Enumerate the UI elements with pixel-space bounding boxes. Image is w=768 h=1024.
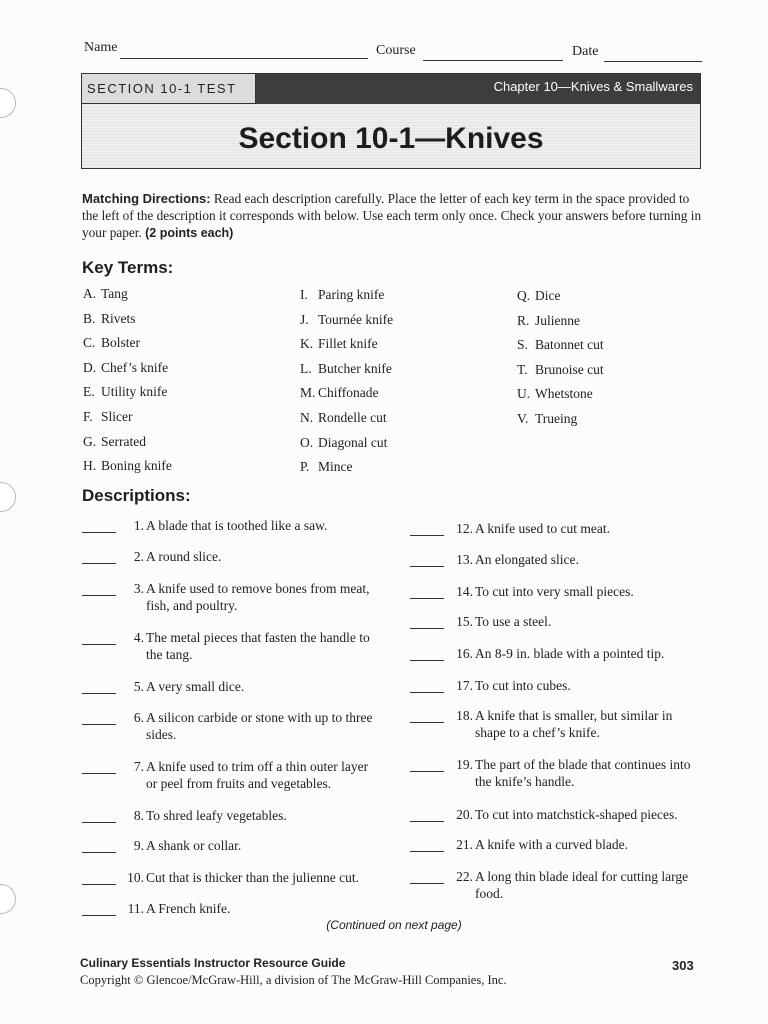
key-term-text: Diagonal cut <box>318 434 388 450</box>
key-term <box>300 410 387 426</box>
answer-blank[interactable] <box>82 822 116 823</box>
description-text: A blade that is toothed like a saw. <box>146 518 328 533</box>
description-text: A silicon carbide or stone with up to three sides. <box>146 710 373 742</box>
key-term-text: Brunoise cut <box>535 361 604 377</box>
key-term-letter: Q. <box>517 288 531 303</box>
key-term-text: Tournée knife <box>318 311 394 327</box>
description-text: A round slice. <box>146 549 222 564</box>
description-number: 7. <box>133 759 144 774</box>
key-term-text: Chiffonade <box>318 385 379 401</box>
description-number: 20. <box>456 807 473 822</box>
key-term <box>300 336 378 352</box>
key-term <box>300 361 392 377</box>
punch-hole <box>0 88 16 118</box>
key-term-letter: V. <box>517 411 529 426</box>
answer-blank[interactable] <box>410 883 444 884</box>
description-item <box>127 900 378 917</box>
key-term-text: Whetstone <box>535 386 593 402</box>
key-term <box>300 287 384 303</box>
key-term-letter: H. <box>83 458 97 474</box>
answer-blank[interactable] <box>82 724 116 725</box>
description-number: 3. <box>133 581 144 596</box>
punch-hole <box>0 482 16 512</box>
name-field[interactable] <box>120 58 368 59</box>
description-text: To use a steel. <box>475 614 552 629</box>
answer-blank[interactable] <box>410 692 444 693</box>
description-number: 18. <box>456 708 473 723</box>
key-term <box>517 362 604 378</box>
name-label: Name <box>84 40 118 55</box>
description-item <box>133 629 378 663</box>
key-terms-heading: Key Terms: <box>82 258 174 277</box>
answer-blank[interactable] <box>82 644 116 645</box>
description-item <box>456 520 703 537</box>
key-term-text: Rondelle cut <box>318 410 387 425</box>
description-number: 21. <box>456 837 473 852</box>
key-term-text: Serrated <box>101 433 146 449</box>
key-term-letter: D. <box>83 359 97 375</box>
key-term-text: Chef’s knife <box>101 359 169 375</box>
key-term-letter: G. <box>83 433 97 449</box>
continued-note: (Continued on next page) <box>326 918 462 932</box>
description-number: 22. <box>456 869 473 884</box>
description-number: 10. <box>127 870 144 885</box>
key-term-letter: U. <box>517 386 531 402</box>
key-term-letter: P. <box>300 459 310 475</box>
description-number: 14. <box>456 584 473 599</box>
key-term-text: Mince <box>318 459 353 475</box>
answer-blank[interactable] <box>410 821 444 822</box>
description-item <box>456 645 703 662</box>
description-number: 16. <box>456 646 473 661</box>
answer-blank[interactable] <box>410 722 444 723</box>
description-number: 4. <box>133 630 144 645</box>
description-item <box>133 517 378 534</box>
course-label: Course <box>376 43 416 58</box>
key-term-text: Fillet knife <box>318 336 378 352</box>
description-item <box>456 551 703 568</box>
description-item <box>456 583 703 600</box>
key-term <box>300 312 393 328</box>
key-term-text: Bolster <box>101 335 140 351</box>
description-text: A knife used to trim off a thin outer layer or peel from fruits and vegetables. <box>146 759 369 791</box>
answer-blank[interactable] <box>410 660 444 661</box>
matching-directions <box>82 190 704 242</box>
answer-blank[interactable] <box>410 598 444 599</box>
key-term <box>83 384 167 400</box>
description-item <box>127 869 378 886</box>
description-number: 2. <box>133 549 144 564</box>
page-number: 303 <box>672 958 694 973</box>
description-item <box>456 806 703 823</box>
answer-blank[interactable] <box>82 693 116 694</box>
key-term-letter: C. <box>83 335 96 351</box>
key-term-letter: L. <box>300 360 312 376</box>
description-item <box>456 677 703 694</box>
description-text: A knife that is smaller, but similar in shape to a chef’s knife. <box>475 708 673 740</box>
key-term-letter: E. <box>83 384 95 400</box>
description-number: 1. <box>133 518 144 533</box>
key-term-letter: O. <box>300 434 314 450</box>
key-term <box>300 385 379 401</box>
answer-blank[interactable] <box>82 532 116 533</box>
descriptions-heading: Descriptions: <box>82 486 191 505</box>
chapter-label: Chapter 10—Knives & Smallwares <box>256 74 700 104</box>
key-term-text: Slicer <box>101 409 133 424</box>
description-item <box>133 807 378 824</box>
course-field[interactable] <box>423 60 563 61</box>
key-term <box>300 459 353 475</box>
key-term-text: Paring knife <box>318 287 385 302</box>
description-text: A knife used to cut meat. <box>475 521 610 536</box>
key-term <box>517 337 604 353</box>
key-term-text: Julienne <box>535 312 580 328</box>
footer-copyright: Copyright © Glencoe/McGraw-Hill, a division of The McGraw-Hill Companies, Inc. <box>80 973 507 987</box>
description-text: A knife with a curved blade. <box>475 837 628 852</box>
description-text: The part of the blade that continues into the knife’s handle. <box>475 757 691 789</box>
description-text: To shred leafy vegetables. <box>146 808 287 823</box>
description-text: A French knife. <box>146 901 231 916</box>
description-item <box>456 613 703 630</box>
description-number: 6. <box>133 710 144 725</box>
key-term <box>83 335 140 351</box>
description-number: 19. <box>456 757 473 772</box>
description-text: Cut that is thicker than the julienne cut. <box>146 870 359 885</box>
description-text: A shank or collar. <box>146 838 242 853</box>
description-text: A very small dice. <box>146 679 245 694</box>
description-text: An 8-9 in. blade with a pointed tip. <box>475 646 665 661</box>
key-term-letter: R. <box>517 312 530 328</box>
key-term <box>83 458 172 474</box>
key-term <box>517 313 580 329</box>
key-term-text: Tang <box>101 286 128 301</box>
description-item <box>133 837 378 854</box>
description-number: 5. <box>133 679 144 694</box>
key-term-letter: B. <box>83 310 96 326</box>
answer-blank[interactable] <box>82 595 116 596</box>
date-field[interactable] <box>604 61 702 62</box>
description-item <box>133 548 378 565</box>
description-number: 13. <box>456 552 473 567</box>
description-text: A knife used to remove bones from meat, fish, and poultry. <box>146 581 370 613</box>
answer-blank[interactable] <box>82 773 116 774</box>
key-term-text: Batonnet cut <box>535 337 604 353</box>
date-label: Date <box>572 44 599 59</box>
description-text: The metal pieces that fasten the handle to the tang. <box>146 630 370 662</box>
description-item <box>456 756 703 790</box>
key-term-letter: M. <box>300 385 316 401</box>
answer-blank[interactable] <box>410 628 444 629</box>
key-term-text: Utility knife <box>101 384 168 400</box>
key-term-text: Boning knife <box>101 458 172 474</box>
description-number: 15. <box>456 614 473 629</box>
key-term <box>517 411 577 427</box>
description-item <box>133 678 378 695</box>
key-term <box>83 409 133 425</box>
page-title: Section 10-1—Knives <box>238 122 544 155</box>
key-term-letter: I. <box>300 287 308 302</box>
description-text: A long thin blade ideal for cutting large food. <box>475 869 689 901</box>
section-banner <box>81 73 701 169</box>
description-text: To cut into cubes. <box>475 678 571 693</box>
description-text: To cut into very small pieces. <box>475 584 634 599</box>
description-number: 11. <box>127 901 144 916</box>
description-item <box>456 868 703 902</box>
section-tag: SECTION 10-1 TEST <box>82 74 256 104</box>
key-term <box>83 311 136 327</box>
answer-blank[interactable] <box>82 915 116 916</box>
key-term <box>300 435 387 451</box>
key-term <box>83 286 128 302</box>
key-term-letter: J. <box>300 311 309 327</box>
key-term <box>517 386 593 402</box>
answer-blank[interactable] <box>410 535 444 536</box>
answer-blank[interactable] <box>410 771 444 772</box>
key-term-letter: T. <box>517 361 528 377</box>
key-term-letter: N. <box>300 410 314 425</box>
key-term-text: Butcher knife <box>318 360 392 376</box>
description-item <box>133 758 378 792</box>
key-term-text: Rivets <box>101 310 136 326</box>
description-number: 12. <box>456 521 473 536</box>
key-term-text: Dice <box>535 288 561 303</box>
answer-blank[interactable] <box>82 884 116 885</box>
key-term <box>517 288 560 304</box>
directions-text: Read each description carefully. Place the letter of each key term in the space provided to the left of the description it corresponds with below. Use each term only once. Check your answers before turning in your paper. <box>82 191 702 240</box>
key-term-letter: F. <box>83 409 93 424</box>
description-text: An elongated slice. <box>475 552 579 567</box>
key-term-letter: K. <box>300 336 314 352</box>
description-item <box>456 836 703 853</box>
description-number: 17. <box>456 678 473 693</box>
description-text: To cut into matchstick-shaped pieces. <box>475 807 678 822</box>
punch-hole <box>0 884 16 914</box>
key-term-letter: S. <box>517 337 528 353</box>
description-number: 8. <box>133 808 144 823</box>
directions-lead: Matching Directions: <box>82 191 211 206</box>
answer-blank[interactable] <box>82 852 116 853</box>
footer-guide: Culinary Essentials Instructor Resource Guide <box>80 956 346 970</box>
description-item <box>133 709 378 743</box>
key-term-text: Trueing <box>535 411 578 426</box>
answer-blank[interactable] <box>82 563 116 564</box>
description-number: 9. <box>133 838 144 853</box>
description-item <box>133 580 378 614</box>
directions-points: (2 points each) <box>145 226 234 240</box>
key-term <box>83 434 146 450</box>
key-term <box>83 360 168 376</box>
answer-blank[interactable] <box>410 851 444 852</box>
key-term-letter: A. <box>83 286 97 301</box>
answer-blank[interactable] <box>410 566 444 567</box>
description-item <box>456 707 703 741</box>
